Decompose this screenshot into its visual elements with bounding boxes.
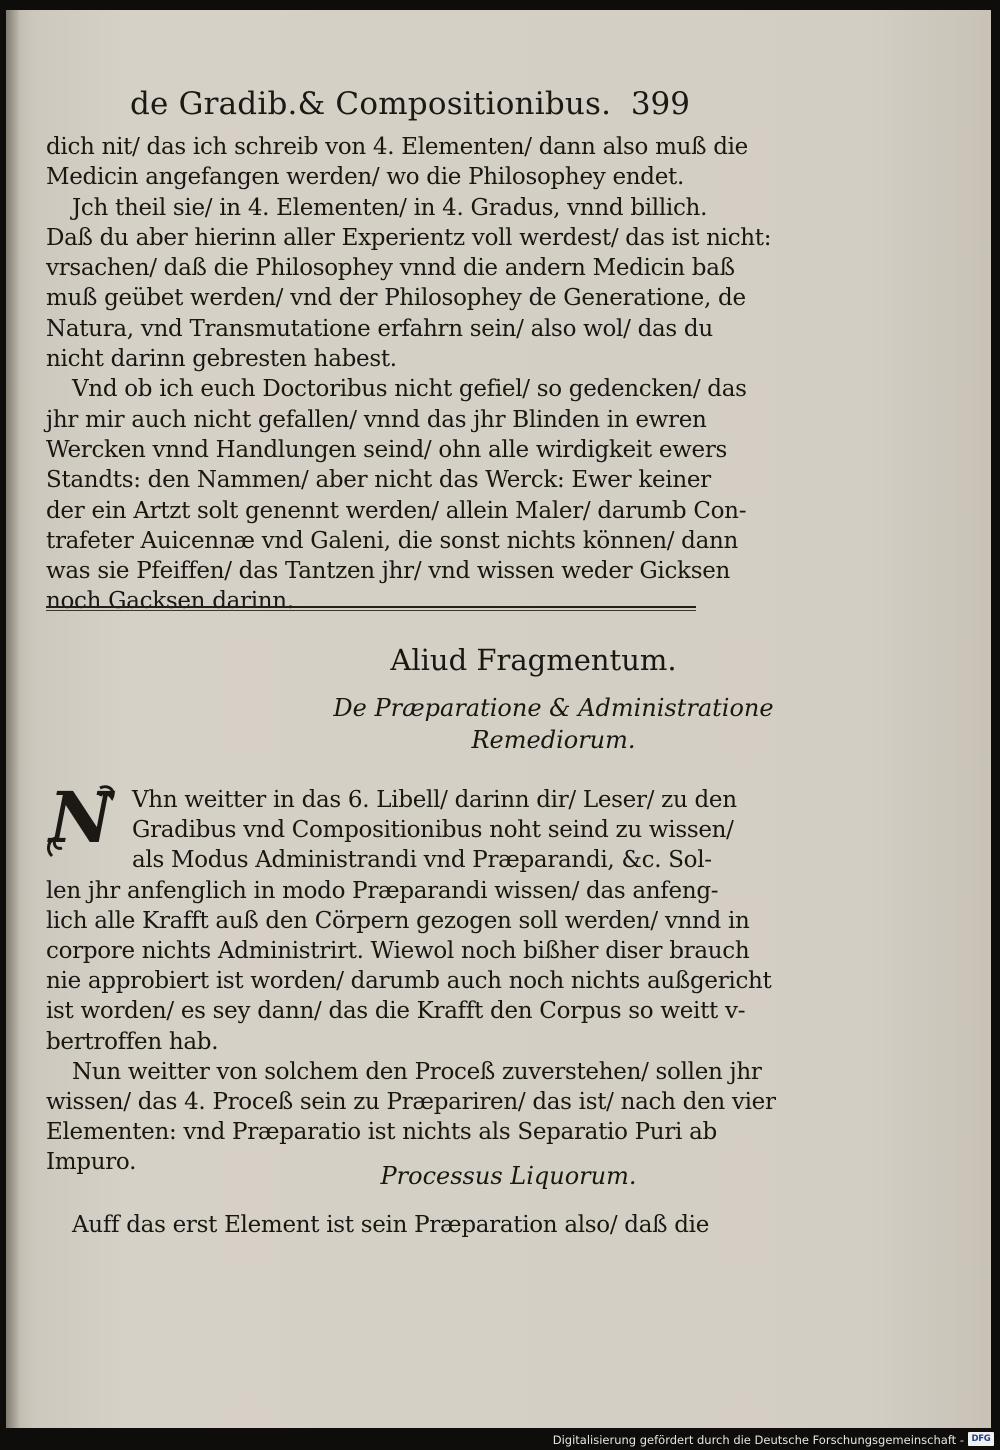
text-line: Daß du aber hierinn aller Experientz voll werdest/ das ist nicht: [46,224,772,251]
text-line: lich alle Krafft auß den Cörpern gezogen soll werden/ vnnd in [46,907,750,934]
text-line: Jch theil sie/ in 4. Elementen/ in 4. Gradus, vnnd billich. [72,194,708,221]
text-line: was sie Pfeiffen/ das Tantzen jhr/ vnd wissen weder Gicksen [46,558,731,585]
funding-credit: Digitalisierung gefördert durch die Deutsche Forschungsgemeinschaft - [552,1433,964,1447]
text-block-processus [46,1210,710,1240]
text-line: Auff das erst Element ist sein Præparation also/ daß die [72,1212,710,1238]
text-line: corpore nichts Administrirt. Wiewol noch bißher diser brauch [46,937,750,964]
section-heading: Processus Liquorum. [380,1162,637,1190]
text-line: wissen/ das 4. Proceß sein zu Præpariren/ das ist/ nach den vier [46,1088,776,1115]
text-line: noch Gacksen darinn. [46,588,294,615]
fragment-subtitle-line1: De Præparatione & Administratione [333,694,774,722]
text-line: Elementen: vnd Præparatio ist nichts als Separatio Puri ab [46,1119,717,1146]
text-line: als Modus Administrandi vnd Præparandi, &c. Sol- [132,847,712,874]
running-title: de Gradib.& Compositionibus. [130,86,612,122]
section-divider-rule [46,606,696,611]
text-line: Gradibus vnd Compositionibus noht seind zu wissen/ [132,817,734,844]
text-line: Nun weitter von solchem den Proceß zuverstehen/ sollen jhr [72,1058,762,1085]
fragment-title: Aliud Fragmentum. [390,643,677,677]
text-line: len jhr anfenglich in modo Præparandi wissen/ das anfeng- [46,877,719,904]
text-line: Wercken vnnd Handlungen seind/ ohn alle wirdigkeit ewers [46,436,728,463]
scanned-page [6,10,991,1428]
digitization-footer [0,1428,1000,1450]
text-line: der ein Artzt solt genennt werden/ allein Maler/ darumb Con- [46,497,747,524]
text-line: Standts: den Nammen/ aber nicht das Werck: Ewer keiner [46,467,711,494]
text-line: Impuro. [46,1149,137,1176]
page-number: 399 [630,86,690,122]
text-line: nie approbiert ist worden/ darumb auch noch nichts außgericht [46,968,772,995]
text-line: muß geübet werden/ vnd der Philosophey de Generatione, de [46,285,746,312]
text-block-fragment [46,785,776,1177]
text-line: dich nit/ das ich schreib von 4. Elementen/ dann also muß die [46,134,748,160]
drop-initial-letter: N [49,776,113,859]
page-header [130,86,690,138]
text-line: Medicin angefangen werden/ wo die Philosophey endet. [46,164,684,191]
text-line: vrsachen/ daß die Philosophey vnnd die andern Medicin baß [46,255,735,282]
text-line: nicht darinn gebresten habest. [46,346,397,373]
text-line: ist worden/ es sey dann/ das die Krafft den Corpus so weitt v- [46,998,746,1025]
text-line: Vhn weitter in das 6. Libell/ darinn dir/ Leser/ zu den [132,787,737,813]
text-line: Natura, vnd Transmutatione erfahrn sein/ also wol/ das du [46,315,713,342]
text-line: bertroffen hab. [46,1028,219,1055]
text-line: trafeter Auicennæ vnd Galeni, die sonst nichts können/ dann [46,527,739,554]
text-line: Vnd ob ich euch Doctoribus nicht gefiel/ so gedencken/ das [72,376,747,403]
dfg-logo-icon: DFG [968,1432,994,1446]
text-block-intro [46,132,772,617]
text-line: jhr mir auch nicht gefallen/ vnnd das jhr Blinden in ewren [46,406,707,433]
fragment-subtitle-line2: Remediorum. [471,726,636,754]
